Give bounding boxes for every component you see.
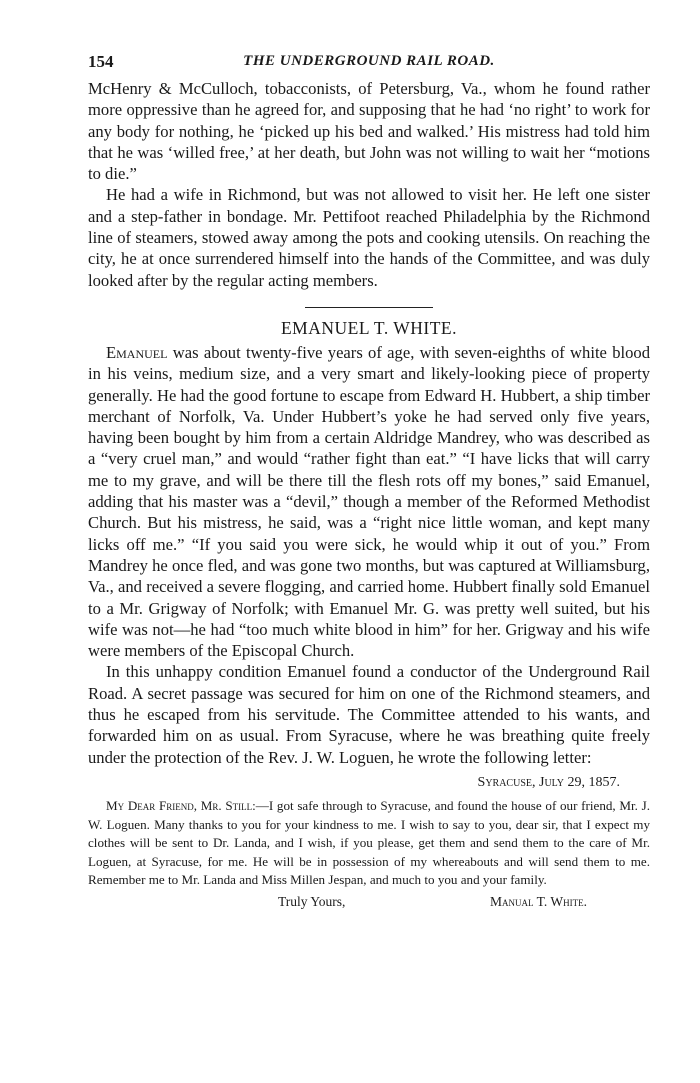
letter-text: —I got safe through to Syracuse, and found the house of our friend, Mr. J. W. Loguen. Many thanks to you for your kindness to me. I wish to say to you, dear sir, that I expect my clothes will be sent to Dr. Landa, and I wish, if you please, get them and send them to the care of Mr. Loguen, at Syracuse, for me. He will be in possession of my whereabouts and will send them to me. Remember me to Mr. Landa and Miss Millen Jespan, and much to you and your family. [88,797,650,888]
signature: Manual T. White. [490,893,587,909]
paragraph-text: was about twenty-five years of age, with seven-eighths of white blood in his veins, medium size, and a very smart and likely-looking piece of property generally. He had the good fortune to escape from Edward H. Hubbert, a ship timber merchant of Norfolk, Va. Under Hubbert’s yoke he had served only five years, having been bought by him from a certain Aldridge Mandrey, who was described as a “very cruel man,” and would “rather fight than eat.” “I have licks that will carry me to my grave, and will be there till the flesh rots off my bones,” said Emanuel, adding that his master was a “devil,” though a member of the Reformed Methodist Church. But his mistress, he said, was a “right nice little woman, and kept many licks off me.” “If you said you were sick, he would whip it out of you.” From Mandrey he once fled, and was gone two months, but was captured at Williamsburg, Va., and received a severe flogging, and carried home. Hubbert finally sold Emanuel to a Mr. Grigway of Norfolk; with Emanuel Mr. G. was pretty well suited, but his wife was not—he had “too much white blood in him” for her. Grigway and his wife were members of the Episcopal Church. [88,342,650,661]
paragraph [88,342,650,661]
letter [88,797,650,890]
letter-salutation: My Dear Friend, Mr. Still: [106,797,256,813]
lead-word: Emanuel [106,342,168,362]
letter-dateline: Syracuse, July 29, 1857. [477,774,620,790]
closing-phrase: Truly Yours, [278,893,346,909]
paragraph-continued: McHenry & McCulloch, tobacconists, of Petersburg, Va., whom he found rather more oppressive than he agreed for, and supposing that he had ‘no right’ to work for any body for nothing, he ‘picked up his bed and walked.’ His mistress had told him that he was ‘willed free,’ at her death, but John was not willing to wait her “motions to die.” [88,79,650,184]
section-divider [305,307,433,308]
running-title: THE UNDERGROUND RAIL ROAD. [243,53,495,69]
letter-closing [88,894,650,916]
paragraph: In this unhappy condition Emanuel found a conductor of the Underground Rail Road. A secret passage was secured for him on one of the Richmond steamers, and thus he escaped from his servitude. The Committee attended to his wants, and forwarded him on as usual. From Syracuse, where he was breathing quite freely under the protection of the Rev. J. W. Loguen, he wrote the following letter: [88,662,650,767]
page-number: 154 [88,52,114,71]
page-header [88,52,650,78]
paragraph: He had a wife in Richmond, but was not allowed to visit her. He left one sister and a step-father in bondage. Mr. Pettifoot reached Philadelphia by the Richmond line of steamers, stowed away among the pots and cooking utensils. On reaching the city, he at once surrendered himself into the hands of the Committee, and was duly looked after by the regular acting members. [88,185,650,290]
section-heading: EMANUEL T. WHITE. [280,317,457,338]
book-page [88,52,650,916]
letter-body [88,797,650,890]
